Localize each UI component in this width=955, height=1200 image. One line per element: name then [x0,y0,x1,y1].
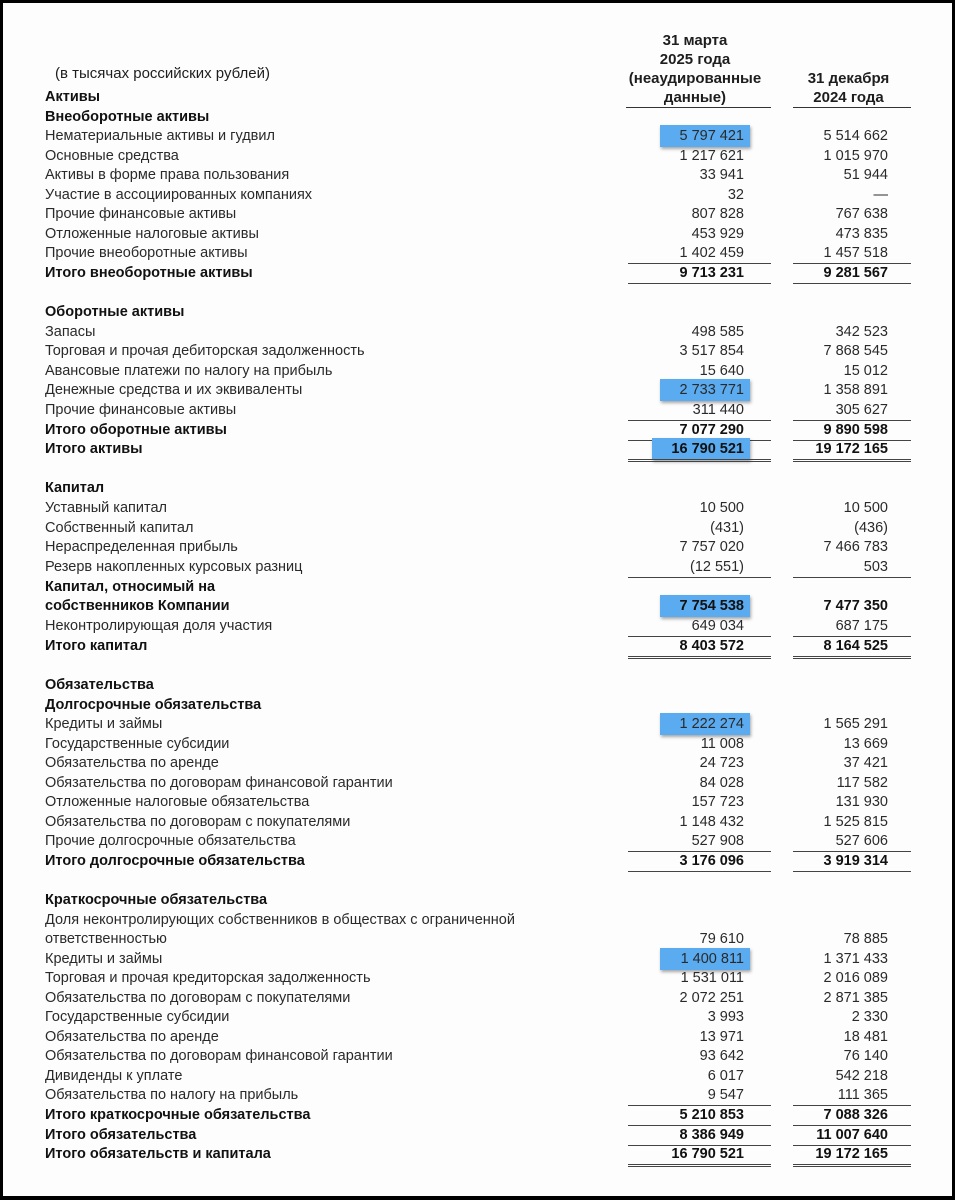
value-dec-2024: 1 371 433 [823,951,888,967]
row-label: Итого внеоборотные активы [45,265,253,281]
value-mar-2025: 2 733 771 [679,382,744,398]
balance-sheet-page [3,3,952,1196]
value-mar-2025: 8 386 949 [679,1127,744,1143]
value-mar-2025: 5 210 853 [679,1107,744,1123]
value-dec-2024: 9 890 598 [823,422,888,438]
value-dec-2024: 687 175 [835,618,888,634]
column-header-line: 2024 года [813,89,884,106]
value-mar-2025: 7 077 290 [679,422,744,438]
value-dec-2024: 15 012 [843,363,888,379]
value-dec-2024: 305 627 [835,402,888,418]
value-dec-2024: 1 358 891 [823,382,888,398]
table-row [3,832,952,852]
row-label: Государственные субсидии [45,736,230,752]
total-row [3,597,952,617]
row-label: Авансовые платежи по налогу на прибыль [45,363,333,379]
value-dec-2024: 10 500 [843,500,888,516]
value-dec-2024: 9 281 567 [823,265,888,281]
value-mar-2025: 3 993 [707,1009,744,1025]
value-dec-2024: 1 525 815 [823,814,888,830]
value-dec-2024: 76 140 [843,1048,888,1064]
underline [628,283,771,284]
double-underline [793,459,911,462]
row-label: Доля неконтролирующих собственников в обществах с ограниченной [45,912,515,928]
value-mar-2025: 13 971 [699,1029,744,1045]
section-heading-row [3,578,952,598]
total-row [3,1106,952,1126]
section-heading-row [3,891,952,911]
row-label: Итого обязательства [45,1127,197,1143]
row-label: Обязательства по договорам финансовой гарантии [45,1048,393,1064]
double-underline [793,1164,911,1167]
section-heading-row [3,108,952,128]
value-mar-2025: 24 723 [699,755,744,771]
table-row [3,1086,952,1106]
row-label: Резерв накопленных курсовых разниц [45,559,303,575]
value-dec-2024: 7 868 545 [823,343,888,359]
row-label: Обязательства по договорам с покупателями [45,814,351,830]
row-label: Краткосрочные обязательства [45,892,268,908]
value-dec-2024: 117 582 [836,775,888,791]
value-mar-2025: 9 547 [707,1087,744,1103]
row-label: Отложенные налоговые активы [45,226,259,242]
section-heading-row [3,479,952,499]
value-mar-2025: 3 176 096 [679,853,744,869]
row-label: Денежные средства и их эквиваленты [45,382,303,398]
value-mar-2025: 1 402 459 [679,245,744,261]
row-label: Итого активы [45,441,143,457]
total-row [3,440,952,460]
row-label: Обязательства по договорам с покупателями [45,990,351,1006]
value-mar-2025: 16 790 521 [671,1146,744,1162]
value-dec-2024: 131 930 [835,794,888,810]
row-label: Прочие долгосрочные обязательства [45,833,296,849]
underline [793,871,911,872]
units-note: (в тысячах российских рублей) [55,65,271,82]
value-dec-2024: 1 457 518 [823,245,888,261]
row-label: Итого обязательств и капитала [45,1146,271,1162]
table-row [3,715,952,735]
value-mar-2025: 33 941 [699,167,744,183]
table-row [3,342,952,362]
table-row [3,1028,952,1048]
value-mar-2025: (431) [710,520,744,536]
value-mar-2025: 1 148 432 [679,814,744,830]
value-dec-2024: 18 481 [843,1029,888,1045]
value-dec-2024: 111 365 [837,1087,888,1103]
row-label: Нераспределенная прибыль [45,539,238,555]
table-row [3,401,952,421]
value-mar-2025: 1 217 621 [679,148,744,164]
value-mar-2025: 6 017 [707,1068,744,1084]
table-row [3,166,952,186]
column-header-line: 31 декабря [807,70,890,87]
value-mar-2025: 84 028 [699,775,744,791]
value-mar-2025: 32 [727,187,744,203]
table-row [3,499,952,519]
row-label: ответственностью [45,931,167,947]
column-header-line: 31 марта [662,32,728,49]
column-header-line: 2025 года [659,51,731,68]
value-dec-2024: 473 835 [835,226,888,242]
row-label: Итого капитал [45,638,148,654]
underline [628,871,771,872]
table-row [3,1047,952,1067]
table-row [3,244,952,264]
row-label: Нематериальные активы и гудвил [45,128,275,144]
table-row [3,930,952,950]
value-mar-2025: 7 757 020 [679,539,744,555]
row-label: Государственные субсидии [45,1009,230,1025]
total-row [3,1126,952,1146]
value-mar-2025: 157 723 [691,794,744,810]
value-dec-2024: 1 015 970 [823,148,888,164]
value-mar-2025: 7 754 538 [679,598,744,614]
value-mar-2025: 3 517 854 [679,343,744,359]
value-mar-2025: 9 713 231 [679,265,744,281]
value-mar-2025: 1 400 811 [680,951,744,967]
row-label: Неконтролирующая доля участия [45,618,273,634]
row-label: Отложенные налоговые обязательства [45,794,310,810]
row-label: Капитал, относимый на [45,579,216,595]
value-dec-2024: 11 007 640 [816,1127,888,1143]
row-label: Кредиты и займы [45,951,163,967]
value-mar-2025: 2 072 251 [679,990,744,1006]
total-row [3,1145,952,1165]
double-underline [628,1164,771,1167]
table-row [3,186,952,206]
table-row [3,911,952,931]
row-label: Активы в форме права пользования [45,167,290,183]
row-label: собственников Компании [45,598,230,614]
value-dec-2024: 13 669 [843,736,888,752]
section-heading-row [3,696,952,716]
row-label: Дивиденды к уплате [45,1068,183,1084]
value-mar-2025: 5 797 421 [679,128,744,144]
total-row [3,852,952,872]
row-label: Обязательства по аренде [45,1029,219,1045]
value-dec-2024: 2 330 [851,1009,888,1025]
total-row [3,421,952,441]
table-row [3,813,952,833]
table-row [3,774,952,794]
row-label: Капитал [45,480,105,496]
row-label: Участие в ассоциированных компаниях [45,187,313,203]
table-row [3,519,952,539]
total-row [3,264,952,284]
table-row [3,538,952,558]
section-heading-row [3,303,952,323]
row-label: Прочие внеоборотные активы [45,245,248,261]
row-label: Обязательства [45,677,154,693]
value-dec-2024: 542 218 [835,1068,888,1084]
value-dec-2024: 7 088 326 [823,1107,888,1123]
value-dec-2024: 19 172 165 [815,1146,888,1162]
value-mar-2025: 8 403 572 [679,638,744,654]
row-label: Обязательства по налогу на прибыль [45,1087,299,1103]
row-label: Внеоборотные активы [45,109,210,125]
double-underline [628,459,771,462]
value-dec-2024: 37 421 [843,755,888,771]
table-row [3,323,952,343]
row-label: Кредиты и займы [45,716,163,732]
table-row [3,147,952,167]
table-row [3,989,952,1009]
value-dec-2024: 78 885 [843,931,888,947]
value-mar-2025: 11 008 [700,736,744,752]
table-row [3,969,952,989]
value-dec-2024: (436) [854,520,888,536]
row-label: Обязательства по договорам финансовой гарантии [45,775,393,791]
value-mar-2025: 311 440 [692,402,744,418]
table-row [3,127,952,147]
value-dec-2024: 342 523 [835,324,888,340]
value-dec-2024: 8 164 525 [823,638,888,654]
row-label: Прочие финансовые активы [45,402,237,418]
value-dec-2024: 19 172 165 [815,441,888,457]
value-mar-2025: 15 640 [699,363,744,379]
value-dec-2024: 3 919 314 [823,853,888,869]
column-header-line: данные) [663,89,727,106]
section-heading-row [3,88,952,108]
row-label: Основные средства [45,148,179,164]
table-row [3,381,952,401]
value-mar-2025: (12 551) [689,559,744,575]
total-row [3,637,952,657]
value-mar-2025: 453 929 [691,226,744,242]
table-row [3,754,952,774]
table-row [3,735,952,755]
value-dec-2024: 51 944 [843,167,888,183]
table-row [3,793,952,813]
value-dec-2024: — [873,187,888,203]
section-heading-row [3,676,952,696]
value-mar-2025: 498 585 [691,324,744,340]
table-row [3,558,952,578]
column-header-line: (неаудированные [628,70,762,87]
row-label: Собственный капитал [45,520,194,536]
table-row [3,950,952,970]
row-label: Торговая и прочая кредиторская задолженность [45,970,371,986]
table-row [3,617,952,637]
value-mar-2025: 10 500 [699,500,744,516]
row-label: Прочие финансовые активы [45,206,237,222]
row-label: Запасы [45,324,96,340]
table-row [3,225,952,245]
table-row [3,205,952,225]
row-label: Итого краткосрочные обязательства [45,1107,311,1123]
value-dec-2024: 2 871 385 [823,990,888,1006]
value-mar-2025: 1 222 274 [679,716,744,732]
double-underline [793,656,911,659]
value-mar-2025: 93 642 [699,1048,744,1064]
value-mar-2025: 1 531 011 [680,970,744,986]
value-dec-2024: 5 514 662 [823,128,888,144]
row-label: Долгосрочные обязательства [45,697,262,713]
row-label: Итого долгосрочные обязательства [45,853,305,869]
value-mar-2025: 16 790 521 [671,441,744,457]
row-label: Торговая и прочая дебиторская задолженность [45,343,365,359]
table-row [3,1067,952,1087]
table-row [3,1008,952,1028]
row-label: Активы [45,89,101,105]
value-dec-2024: 767 638 [835,206,888,222]
value-dec-2024: 2 016 089 [823,970,888,986]
value-dec-2024: 7 466 783 [823,539,888,555]
value-dec-2024: 527 606 [835,833,888,849]
value-mar-2025: 527 908 [691,833,744,849]
table-row [3,362,952,382]
row-label: Оборотные активы [45,304,185,320]
value-mar-2025: 807 828 [691,206,744,222]
value-dec-2024: 1 565 291 [823,716,888,732]
row-label: Обязательства по аренде [45,755,219,771]
row-label: Уставный капитал [45,500,167,516]
row-label: Итого оборотные активы [45,422,227,438]
double-underline [628,656,771,659]
value-dec-2024: 503 [863,559,888,575]
value-mar-2025: 649 034 [691,618,744,634]
underline [793,283,911,284]
value-dec-2024: 7 477 350 [823,598,888,614]
value-mar-2025: 79 610 [699,931,744,947]
